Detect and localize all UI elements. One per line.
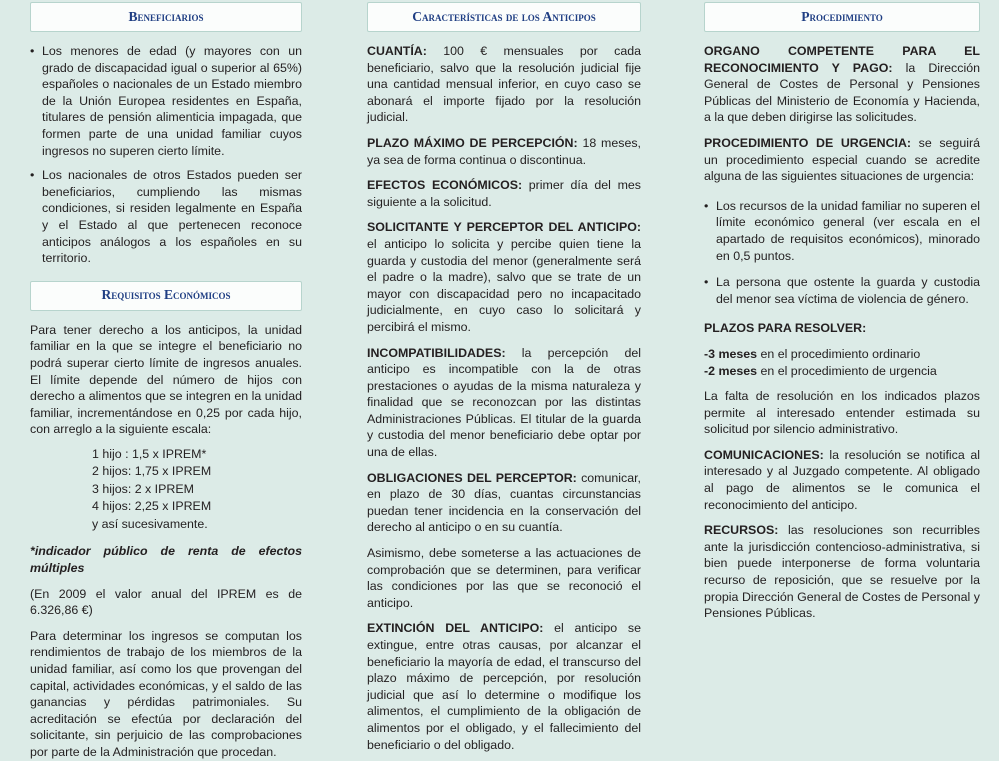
header-beneficiarios: Beneficiarios	[30, 2, 302, 32]
list-item: • La persona que ostente la guarda y custodia del menor sea víctima de violencia de género.	[704, 274, 980, 307]
header-requisitos: Requisitos Económicos	[30, 281, 302, 311]
scale-row: 4 hijos: 2,25 x IPREM	[92, 499, 212, 514]
section-plazo-maximo: PLAZO MÁXIMO DE PERCEPCIÓN: 18 meses, ya sea de forma continua o discontinua.	[367, 135, 641, 167]
section-organo: ORGANO COMPETENTE PARA EL RECONOCIMIENTO Y PAGO: la Dirección General de Costes de Personal y Pensiones Públicas del Ministerio de Economía y Hacienda, a la que deben dirigirse las solicitudes.	[704, 44, 980, 125]
plazo-row: -3 meses en el procedimiento ordinario	[704, 346, 921, 361]
column-caracteristicas	[367, 0, 641, 753]
list-item: • Los nacionales de otros Estados pueden ser beneficiarios, cumpliendo las mismas condiciones, si residen legalmente en España y el Estado al que pertenecen reconoce anticipos análogos a los españoles en su territorio.	[30, 167, 302, 267]
header-caracteristicas: Características de los Anticipos	[367, 2, 641, 32]
scale-row: 2 hijos: 1,75 x IPREM	[92, 464, 212, 479]
plazos-heading: PLAZOS PARA RESOLVER:	[704, 321, 867, 336]
list-item: • Los menores de edad (y mayores con un grado de discapacidad igual o superior al 65%) españoles o nacionales de un Estado miembro de la Unión Europea residentes en España, titulares de pensión alimenticia impagada, que formen parte de una unidad familiar cuyos ingresos no superen cierto límite.	[30, 43, 302, 159]
scale-row: y así sucesivamente.	[92, 516, 208, 531]
beneficiarios-list	[30, 43, 302, 267]
section-incompatibilidades: INCOMPATIBILIDADES: la percepción del anticipo es incompatible con la de otras prestaciones o ayudas de la misma naturaleza y finalidad que se reconozcan por las distintas Administraciones Públicas. El titular de la guarda y custodia del menor beneficiario debe optar por una de ellas.	[367, 345, 641, 460]
plazo-row: -2 meses en el procedimiento de urgencia	[704, 363, 937, 378]
requisitos-intro: Para tener derecho a los anticipos, la unidad familiar en la que se integre el beneficiario no podrá superar cierto límite de ingresos anuales. El límite depende del número de hijos con derecho a alimentos que se integren en la unidad familiar, incrementándose en 0,25 por cada hijo, con arreglo a la siguiente escala:	[30, 322, 302, 437]
section-urgencia: PROCEDIMIENTO DE URGENCIA: se seguirá un procedimiento especial cuando se acredite alguna de las siguientes situaciones de urgencia:	[704, 135, 980, 184]
section-recursos: RECURSOS: las resoluciones son recurribles ante la jurisdicción contencioso-administrativa, si bien puede interponerse de forma voluntaria recurso de reposición, que se resuelve por la propia Dirección General de Costes de Personal y Pensiones Públicas.	[704, 523, 980, 621]
list-item: • Los recursos de la unidad familiar no superen el límite económico general (ver escala en el apartado de requisitos económicos), minorado en 0,5 puntos.	[704, 198, 980, 264]
section-comunicaciones: COMUNICACIONES: la resolución se notifica al interesado y al Juzgado competente. Al obligado al pago de alimentos se le comunica el reconocimiento del anticipo.	[704, 447, 980, 512]
silencio-paragraph: La falta de resolución en los indicados plazos permite al interesado entender estimada su solicitud por silencio administrativo.	[704, 389, 980, 437]
footnote: *indicador público de renta de efectos múltiples	[30, 544, 302, 575]
column-beneficiarios	[30, 0, 302, 761]
iprem-note: (En 2009 el valor anual del IPREM es de 6.326,86 €)	[30, 586, 302, 618]
section-cuantia: CUANTÍA: 100 € mensuales por cada beneficiario, salvo que la resolución judicial fije una cantidad mensual inferior, en cuyo caso se abonará el importe fijado por la resolución judicial.	[367, 44, 641, 125]
column-procedimiento	[704, 0, 980, 622]
section-obligaciones: OBLIGACIONES DEL PERCEPTOR: comunicar, en plazo de 30 días, cuantas circunstancias puedan tener incidencia en la conservación del derecho al anticipo o en su cuantía.	[367, 470, 641, 535]
section-asimismo: Asimismo, debe someterse a las actuaciones de comprobación que se determinen, para verificar las condiciones por las que se reconoció el anticipo.	[367, 546, 641, 610]
header-procedimiento: Procedimiento	[704, 2, 980, 32]
scale-row: 3 hijos: 2 x IPREM	[92, 481, 194, 496]
section-solicitante: SOLICITANTE Y PERCEPTOR DEL ANTICIPO: el anticipo lo solicita y percibe quien tiene la guarda y custodia del menor (generalmente será el padre o la madre), salvo que se trate de un mayor con discapacidad pero no incapacitado judicialmente, en cuyo caso lo solicitará y percibirá el mismo.	[367, 220, 641, 334]
ingresos-paragraph: Para determinar los ingresos se computan los rendimientos de trabajo de los miembros de la unidad familiar, así como los que provengan del capital, actividades económicas, y el saldo de las ganancias y pérdidas patrimoniales. Su acreditación se efectúa por declaración del solicitante, sin perjuicio de las comprobaciones por parte de la Administración que procedan.	[30, 628, 302, 759]
plazos-list	[704, 346, 980, 379]
section-extincion: EXTINCIÓN DEL ANTICIPO: el anticipo se extingue, entre otras causas, por alcanzar el beneficiario la mayoría de edad, el transcurso del plazo máximo de percepción, por resolución judicial que así lo determine o modifique los alimentos, el cumplimiento de la obligación de alimentos por el obligado, y el fallecimiento del beneficiario o del obligado.	[367, 621, 641, 752]
section-efectos: EFECTOS ECONÓMICOS: primer día del mes siguiente a la solicitud.	[367, 178, 641, 209]
urgencia-list	[704, 198, 980, 308]
iprem-scale	[92, 446, 302, 534]
scale-row: 1 hijo : 1,5 x IPREM*	[92, 446, 207, 461]
